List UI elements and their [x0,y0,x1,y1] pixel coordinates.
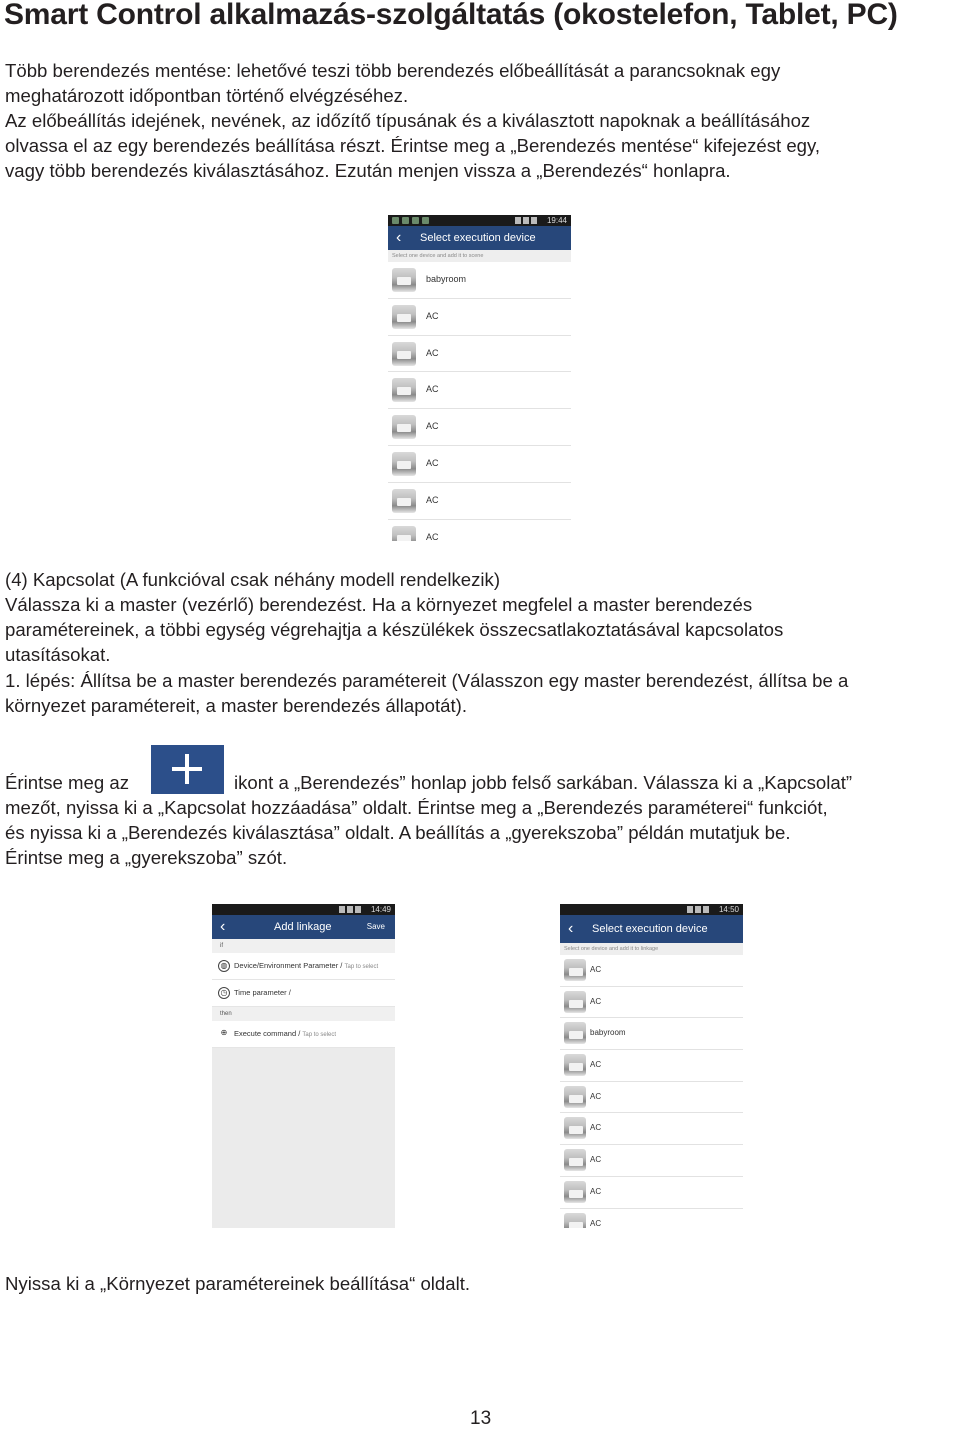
device-label: AC [426,531,439,541]
status-time: 19:44 [546,216,567,225]
paragraph-line: paramétereinek, a többi egység végrehajtja a készülékek összecsatlakoztatásával kapcsolatos [5,619,784,640]
device-label: AC [590,1155,602,1165]
clock-icon: ◷ [218,987,230,999]
room-thumbnail [392,378,416,402]
device-row[interactable] [560,987,743,1019]
paragraph-line: és nyissa ki a „Berendezés kiválasztása” oldalt. A beállítás a „gyerekszoba” példán mutatjuk be. [5,822,791,843]
device-row[interactable] [388,483,571,520]
if-section-label: if [212,939,395,953]
paragraph-line: utasításokat. [5,644,111,665]
notification-icons [392,217,429,224]
room-thumbnail [564,1149,586,1171]
back-arrow-icon[interactable]: ‹ [396,229,402,246]
hint-text: Select one device and add it to scene [388,250,571,262]
row-label: Device/Environment Parameter / [234,961,343,970]
device-row[interactable] [560,1082,743,1114]
device-label: babyroom [426,274,467,284]
room-thumbnail [392,489,416,513]
room-thumbnail [392,415,416,439]
device-row[interactable] [388,336,571,373]
status-time: 14:49 [370,905,391,914]
device-row[interactable] [388,409,571,446]
room-thumbnail [564,1054,586,1076]
device-row[interactable] [388,520,571,541]
time-parameter-row[interactable] [212,980,395,1007]
room-thumbnail [564,959,586,981]
status-bar [560,904,743,915]
paragraph-line: Több berendezés mentése: lehetővé teszi több berendezés előbeállítását a parancsoknak egy [5,60,781,81]
paragraph-line: vagy több berendezés kiválasztásához. Ezután menjen vissza a „Berendezés“ honlapra. [5,160,731,181]
device-label: AC [590,965,602,974]
room-thumbnail [564,1213,586,1229]
device-label: AC [590,1218,602,1228]
device-label: AC [426,347,439,358]
tap-to-select-hint: Tap to select [344,964,379,970]
execute-command-row[interactable] [212,1021,395,1048]
status-bar [388,215,571,226]
device-label: AC [590,1186,602,1196]
paragraph-line: Érintse meg a „gyerekszoba” szót. [5,847,288,868]
paragraph-line: (4) Kapcsolat (A funkcióval csak néhány modell rendelkezik) [5,569,501,590]
paragraph-line: ikont a „Berendezés” honlap jobb felső sarkában. Válassza ki a „Kapcsolat” [234,772,853,793]
paragraph-line: Érintse meg az [5,772,130,793]
room-thumbnail [564,991,586,1013]
device-label: AC [590,996,602,1006]
device-row[interactable] [560,1018,743,1050]
app-bar-title: Select execution device [420,232,536,244]
then-section-label: then [212,1007,395,1021]
device-row[interactable] [560,1177,743,1209]
paragraph-line: meghatározott időpontban történő elvégzéséhez. [5,85,409,106]
row-label: Time parameter / [234,988,291,997]
room-thumbnail [392,268,416,292]
save-button[interactable]: Save [366,922,385,931]
page-title: Smart Control alkalmazás-szolgáltatás (okostelefon, Tablet, PC) [4,0,898,31]
device-row[interactable] [560,1113,743,1145]
screenshot-select-execution-device [388,215,571,541]
room-thumbnail [392,342,416,366]
device-label: AC [426,494,439,505]
signal-icons [339,906,361,913]
paragraph-line: olvassa el az egy berendezés beállítása részt. Érintse meg a „Berendezés mentése“ kifejezést egy, [5,135,821,156]
room-thumbnail [392,452,416,476]
paragraph-line: Válassza ki a master (vezérlő) berendezést. Ha a környezet megfelel a master berendezés [5,594,753,615]
room-thumbnail [564,1086,586,1108]
paragraph-line: Nyissa ki a „Környezet paramétereinek beállítása“ oldalt. [5,1273,471,1294]
device-row[interactable] [560,1145,743,1177]
device-row[interactable] [388,299,571,336]
device-label: AC [590,1123,602,1133]
device-label: AC [590,1091,602,1101]
status-time: 14:50 [718,905,739,914]
device-parameter-row[interactable] [212,953,395,980]
row-label: Execute command / [234,1029,301,1038]
device-row[interactable] [388,446,571,483]
app-bar-title: Add linkage [274,921,332,933]
paragraph-line: mezőt, nyissa ki a „Kapcsolat hozzáadása” oldalt. Érintse meg a „Berendezés paraméterei“ funkciót, [5,797,828,818]
device-row[interactable] [388,262,571,299]
device-label: babyroom [590,1028,626,1038]
page-number: 13 [470,1408,492,1429]
device-row[interactable] [388,372,571,409]
globe-icon: ◍ [218,960,230,972]
screenshot-add-linkage [212,904,395,1228]
signal-icons [687,906,709,913]
back-arrow-icon[interactable]: ‹ [568,920,574,937]
app-bar [388,226,571,250]
room-thumbnail [392,305,416,329]
device-label: AC [426,457,439,468]
screenshot-select-execution-device-linkage [560,904,743,1228]
paragraph-line: környezet paramétereit, a master berendezés állapotát). [5,695,467,716]
app-bar [560,915,743,943]
device-row[interactable] [560,1050,743,1082]
paragraph-line: 1. lépés: Állítsa be a master berendezés paramétereit (Válasszon egy master berendezést, állítsa be a [5,670,849,691]
tap-to-select-hint: Tap to select [302,1032,337,1038]
signal-icons [515,217,537,224]
app-bar-title: Select execution device [592,923,708,935]
room-thumbnail [564,1022,586,1044]
device-label: AC [426,421,439,432]
paragraph-line: Az előbeállítás idejének, nevének, az időzítő típusának és a kiválasztott napoknak a beállításához [5,110,811,131]
hint-text: Select one device and add it to linkage [560,943,743,955]
device-row[interactable] [560,955,743,987]
device-row[interactable] [560,1209,743,1229]
device-label: AC [426,384,439,395]
device-label: AC [426,310,439,321]
device-label: AC [590,1060,602,1070]
room-thumbnail [564,1117,586,1139]
room-thumbnail [564,1181,586,1203]
status-bar [212,904,395,915]
crosshair-icon: ⊕ [220,1028,228,1037]
plus-icon [151,745,224,794]
app-bar [212,915,395,939]
room-thumbnail [392,526,416,541]
back-arrow-icon[interactable]: ‹ [220,918,226,935]
